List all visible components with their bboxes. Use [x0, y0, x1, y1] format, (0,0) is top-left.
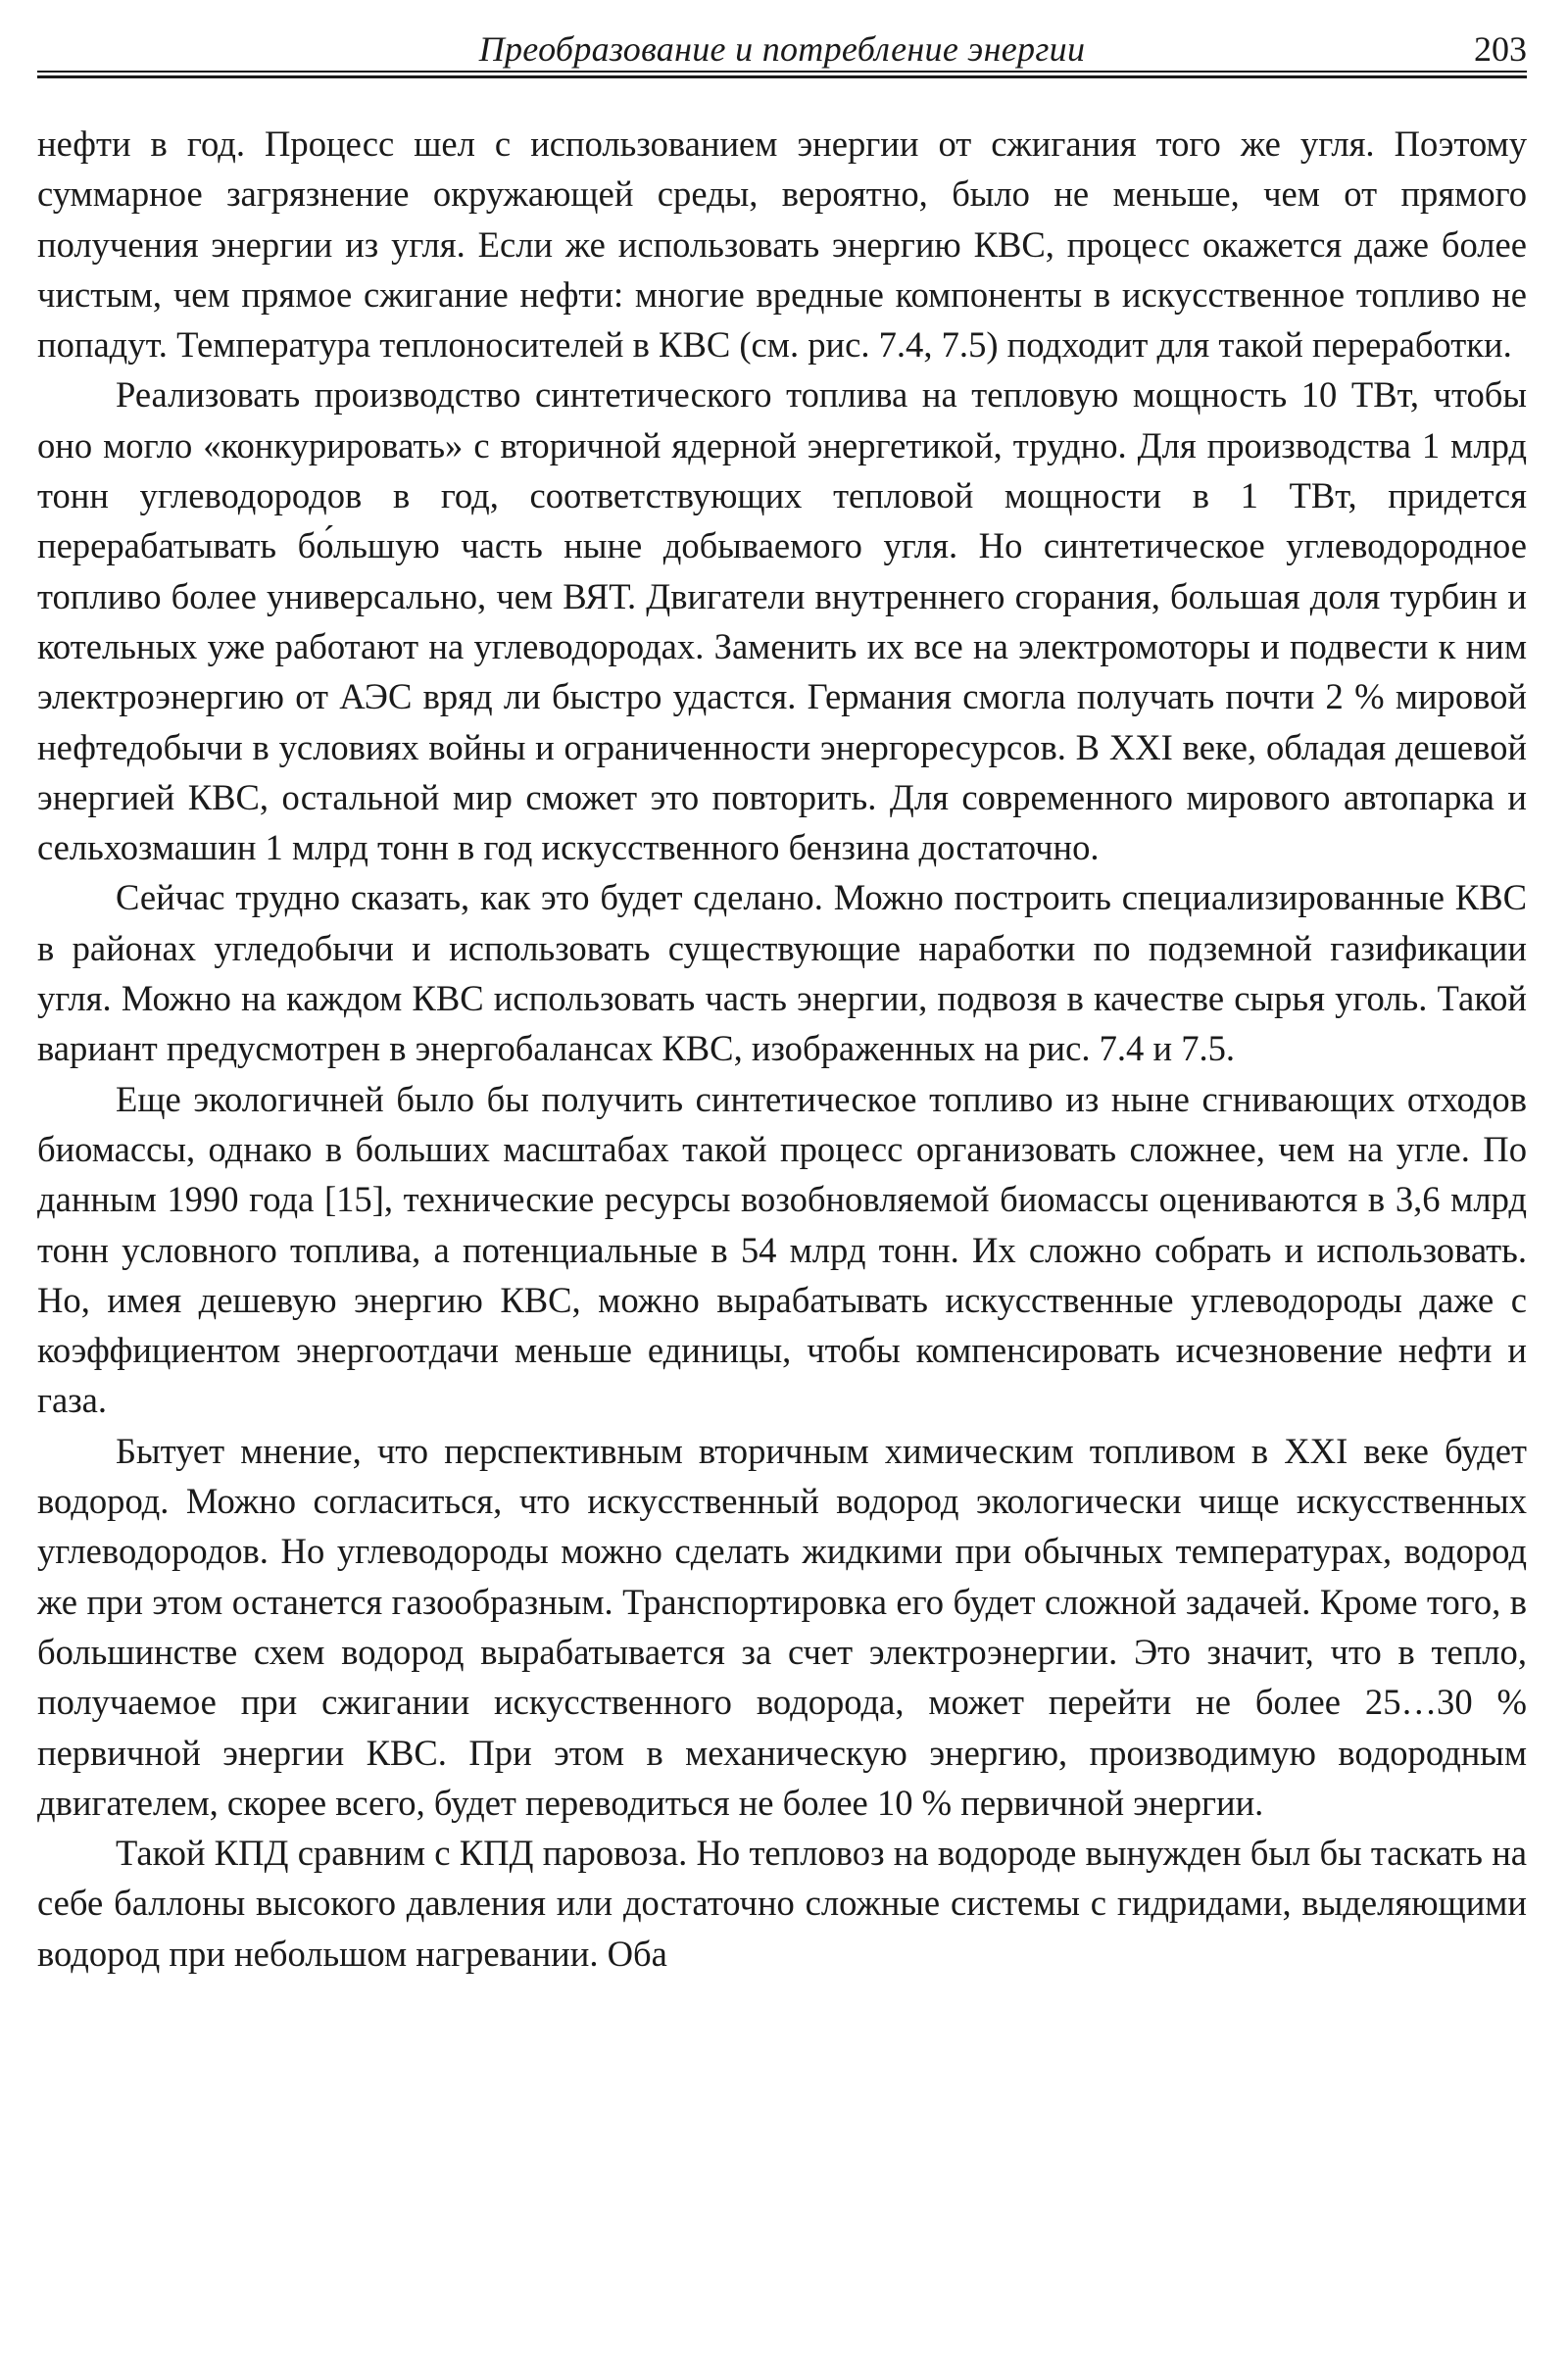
paragraph-continuation: нефти в год. Процесс шел с использованием энергии от сжигания того же угля. Поэтому суммарное загрязнение окружающей среды, вероятно, было не меньше, чем от прямого получения энергии из угля. Если же использовать энергию КВС, процесс окажется даже более чистым, чем прямое сжигание нефти: многие вредные компоненты в искусственное топливо не попадут. Температура теплоносителей в КВС (см. рис. 7.4, 7.5) подходит для такой переработки. [37, 123, 1527, 366]
page-number: 203 [1474, 29, 1527, 69]
running-head [37, 18, 1527, 74]
paragraph: Реализовать производство синтетического топлива на тепловую мощность 10 ТВт, чтобы оно могло «конкурировать» с вторичной ядерной энергетикой, трудно. Для производства 1 млрд тонн углеводородов в год, соответствующих тепловой мощности в 1 ТВт, придется перерабатывать бо́льшую часть ныне добываемого угля. Но синтетическое углеводородное топливо более универсально, чем ВЯТ. Двигатели внутреннего сгорания, большая доля турбин и котельных уже работают на углеводородах. Заменить их все на электромоторы и подвести к ним электроэнергию от АЭС вряд ли быстро удастся. Германия смогла получать почти 2 % мировой нефтедобычи в условиях войны и ограниченности энергоресурсов. В XXI веке, обладая дешевой энергией КВС, остальной мир сможет это повторить. Для современного мирового автопарка и сельхозмашин 1 млрд тонн в год искусственного бензина достаточно. [37, 374, 1527, 868]
header-rule-thin [37, 71, 1527, 73]
header-rule-thick [37, 75, 1527, 78]
paragraph: Еще экологичней было бы получить синтетическое топливо из ныне сгнивающих отходов биомассы, однако в больших масштабах такой процесс организовать сложнее, чем на угле. По данным 1990 года [15], технические ресурсы возобновляемой биомассы оцениваются в 3,6 млрд тонн условного топлива, а потенциальные в 54 млрд тонн. Их сложно собрать и использовать. Но, имея дешевую энергию КВС, можно вырабатывать искусственные углеводороды даже с коэффициентом энергоотдачи меньше единицы, чтобы компенсировать исчезновение нефти и газа. [37, 1078, 1527, 1421]
paragraph: Сейчас трудно сказать, как это будет сделано. Можно построить специализированные КВС в районах угледобычи и использовать существующие наработки по подземной газификации угля. Можно на каждом КВС использовать часть энергии, подвозя в качестве сырья уголь. Такой вариант предусмотрен в энергобалансах КВС, изображенных на рис. 7.4 и 7.5. [37, 877, 1527, 1069]
body-text [37, 119, 1527, 1979]
paragraph: Бытует мнение, что перспективным вторичным химическим топливом в XXI веке будет водород. Можно согласиться, что искусственный водород экологически чище искусственных углеводородов. Но углеводороды можно сделать жидкими при обычных температурах, водород же при этом останется газообразным. Транспортировка его будет сложной задачей. Кроме того, в большинстве схем водород вырабатывается за счет электроэнергии. Это значит, что в тепло, получаемое при сжигании искусственного водорода, может перейти не более 25…30 % первичной энергии КВС. При этом в механическую энергию, производимую водородным двигателем, скорее всего, будет переводиться не более 10 % первичной энергии. [37, 1430, 1527, 1823]
running-title: Преобразование и потребление энергии [478, 29, 1086, 69]
paragraph: Такой КПД сравним с КПД паровоза. Но тепловоз на водороде вынужден был бы таскать на себе баллоны высокого давления или достаточно сложные системы с гидридами, выделяющими водород при небольшом нагревании. Оба [37, 1833, 1527, 1974]
